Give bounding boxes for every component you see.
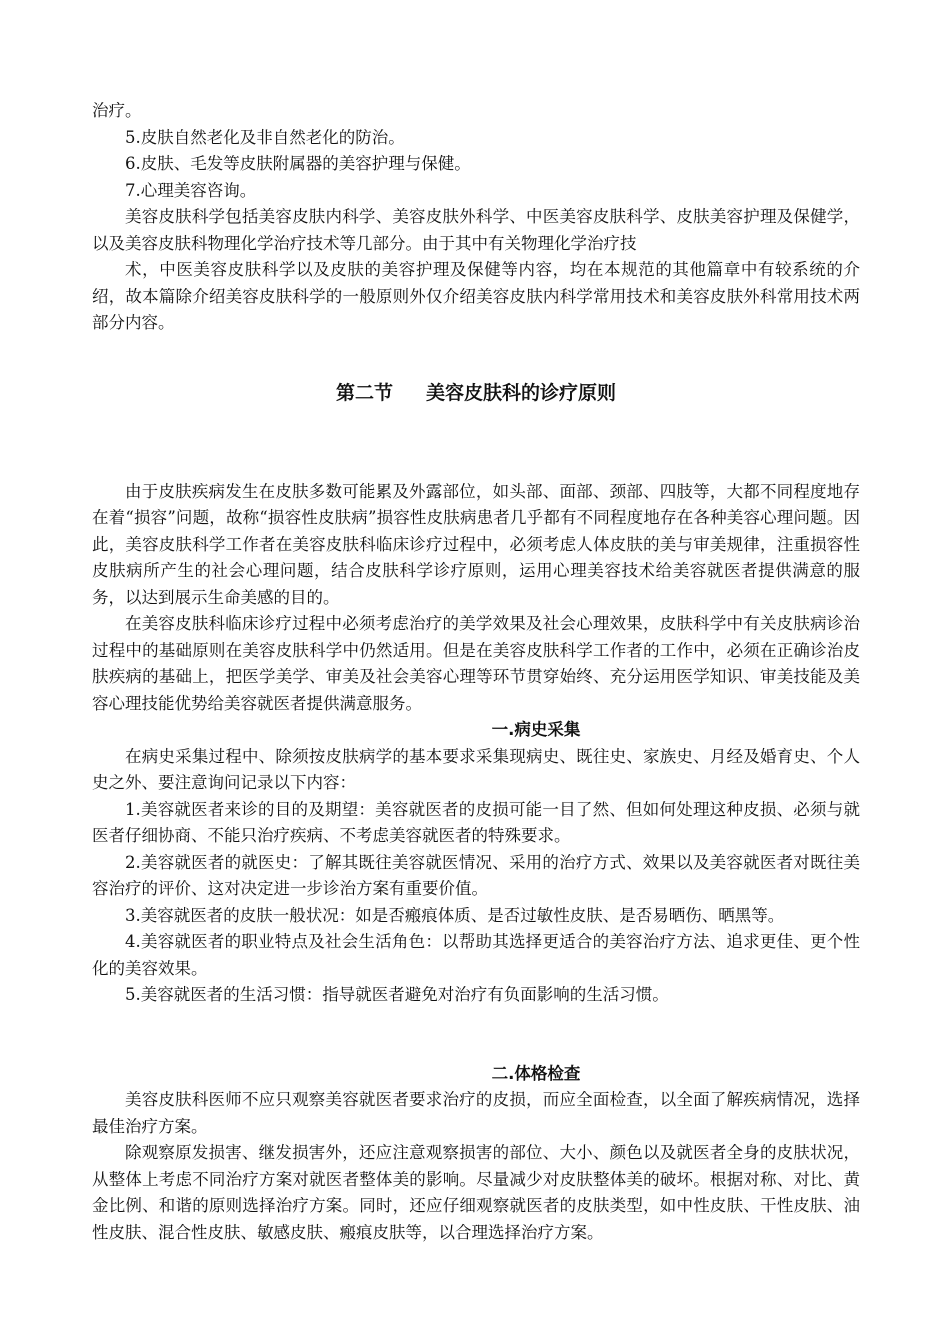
- exam-paragraph: 美容皮肤科医师不应只观察美容就医者要求治疗的皮损，而应全面检查，以全面了解疾病情况，选择最佳治疗方案。: [92, 1090, 860, 1136]
- document-page: [92, 98, 860, 1246]
- section-paragraph: 由于皮肤疾病发生在皮肤多数可能累及外露部位，如头部、面部、颈部、四肢等，大都不同程度地存在着“损容”问题，故称“损容性皮肤病”损容性皮肤病患者几乎都有不同程度地存在各种美容心理问题。因此，美容皮肤科学工作者在美容皮肤科临床诊疗过程中，必须考虑人体皮肤的美与审美规律，注重损容性皮肤病所产生的社会心理问题，结合皮肤科学诊疗原则，运用心理美容技术给美容就医者提供满意的服务，以达到展示生命美感的目的。: [92, 481, 860, 607]
- history-item: 2.美容就医者的就医史：了解其既往美容就医情况、采用的治疗方式、效果以及美容就医者对既往美容治疗的评价、这对决定进一步诊治方案有重要价值。: [92, 852, 860, 898]
- section-paragraph: 在美容皮肤科临床诊疗过程中必须考虑治疗的美学效果及社会心理效果，皮肤科学中有关皮肤病诊治过程中的基础原则在美容皮肤科学中仍然适用。但是在美容皮肤科学工作者的工作中，必须在正确诊治皮肤疾病的基础上，把医学美学、审美及社会美容心理等环节贯穿始终、充分运用医学知识、审美技能及美容心理技能优势给美容就医者提供满意服务。: [92, 614, 860, 713]
- history-item: 3.美容就医者的皮肤一般状况：如是否瘢痕体质、是否过敏性皮肤、是否易晒伤、晒黑等。: [125, 905, 785, 925]
- intro-list-item: 5.皮肤自然老化及非自然老化的防治。: [125, 127, 405, 147]
- intro-list-item: 6.皮肤、毛发等皮肤附属器的美容护理与保健。: [125, 154, 471, 173]
- intro-list-item: 7.心理美容咨询。: [125, 180, 257, 200]
- history-item: 4.美容就医者的职业特点及社会生活角色：以帮助其选择更适合的美容治疗方法、追求更佳、更个性化的美容效果。: [92, 932, 860, 978]
- exam-heading: 二.体格检查: [491, 1063, 581, 1083]
- history-intro: 在病史采集过程中、除须按皮肤病学的基本要求采集现病史、既往史、家族史、月经及婚育史、个人史之外、要注意询问记录以下内容：: [92, 746, 860, 792]
- exam-paragraph: 除观察原发损害、继发损害外，还应注意观察损害的部位、大小、颜色以及就医者全身的皮肤状况，从整体上考虑不同治疗方案对就医者整体美的影响。尽量减少对皮肤整体美的破坏。根据对称、对比、黄金比例、和谐的原则选择治疗方案。同时，还应仔细观察就医者的皮肤类型，如中性皮肤、干性皮肤、油性皮肤、混合性皮肤、敏感皮肤、瘢痕皮肤等，以合理选择治疗方案。: [92, 1143, 860, 1242]
- top-fragment: 治疗。: [92, 101, 142, 120]
- spacer: [92, 1009, 860, 1061]
- intro-paragraph-continued: 术，中医美容皮肤科学以及皮肤的美容护理及保健等内容，均在本规范的其他篇章中有较系统的介绍，故本篇除介绍美容皮肤科学的一般原则外仅介绍美容皮肤内科学常用技术和美容皮肤外科常用技术两部分内容。: [92, 260, 860, 332]
- section-title: 第二节 美容皮肤科的诊疗原则: [335, 381, 617, 404]
- intro-paragraph: 美容皮肤科学包括美容皮肤内科学、美容皮肤外科学、中医美容皮肤科学、皮肤美容护理及保健学，以及美容皮肤科物理化学治疗技术等几部分。由于其中有关物理化学治疗技: [92, 207, 860, 253]
- history-item: 1.美容就医者来诊的目的及期望：美容就医者的皮损可能一目了然、但如何处理这种皮损、必须与就医者仔细协商、不能只治疗疾病、不考虑美容就医者的特殊要求。: [92, 799, 860, 845]
- history-heading: 一.病史采集: [491, 720, 581, 739]
- history-item: 5.美容就医者的生活习惯：指导就医者避免对治疗有负面影响的生活习惯。: [125, 985, 669, 1004]
